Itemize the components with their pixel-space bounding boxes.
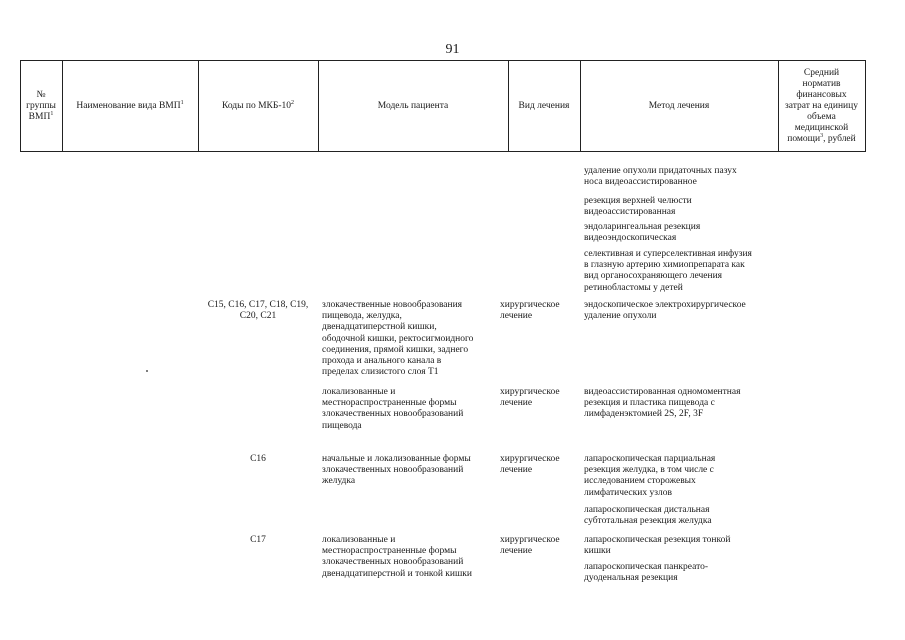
treatment-type: хирургическое лечение xyxy=(500,535,560,557)
icd-codes: С17 xyxy=(250,535,266,545)
page-number: 91 xyxy=(445,42,460,57)
table-border-right xyxy=(865,61,866,151)
treatment-type: хирургическое лечение xyxy=(500,300,560,322)
patient-model: начальные и локализованные формы злокачественных новообразований желудка xyxy=(322,454,471,487)
patient-model: злокачественные новообразования пищевода, желудка, двенадцатиперстной кишки, ободочной кишки, ректосигмоидного соединения, прямой кишки, заднего прохода и анального канала в пределах слизистого слоя Т1 xyxy=(322,300,474,378)
header-icd-codes: Коды по МКБ-$10^2$ xyxy=(221,99,295,111)
method-text: селективная и суперселективная инфузия в глазную артерию химиопрепарата как вид органосохраняющего лечения ретинобластомы у детей xyxy=(584,249,752,293)
method-text: резекция верхней челюсти видеоассистированная xyxy=(584,196,692,218)
treatment-type: хирургическое лечение xyxy=(500,454,560,476)
icd-codes: С16 xyxy=(250,454,266,464)
treatment-type: хирургическое лечение xyxy=(500,387,560,409)
method-text: лапароскопическая резекция тонкой кишки xyxy=(584,535,731,557)
header-treatment-type: Вид лечения xyxy=(518,100,570,111)
header-patient-model: Модель пациента xyxy=(377,100,449,111)
method-text: видеоассистированная одномоментная резекция и пластика пищевода с лимфаденэктомией 2S, 2F, 3F xyxy=(584,387,741,420)
header-treatment-method: Метод лечения xyxy=(648,100,710,111)
method-text: эндоларингеальная резекция видеоэндоскопическая xyxy=(584,222,701,244)
stray-mark xyxy=(146,370,148,372)
method-text: лапароскопическая панкреато- дуоденальная резекция xyxy=(584,562,709,584)
method-text: лапароскопическая парциальная резекция желудка, в том числе с исследованием сторожевых лимфатических узлов xyxy=(584,454,716,498)
patient-model: локализованные и местнораспространенные формы злокачественных новообразований пищевода xyxy=(322,387,464,431)
header-vmp-name: Наименование вида ВМП$^1$ xyxy=(76,99,184,111)
method-text: эндоскопическое электрохирургическое удаление опухоли xyxy=(584,300,746,322)
icd-codes: С15, С16, С17, С18, С19, С20, С21 xyxy=(207,300,309,322)
method-text: удаление опухоли придаточных пазух носа видеоассистированное xyxy=(584,166,737,188)
header-cost-standard: Средний норматив финансовых затрат на единицу объема медицинской помощи$^3$, рублей xyxy=(785,67,858,144)
method-text: лапароскопическая дистальная субтотальная резекция желудка xyxy=(584,505,712,527)
table-header xyxy=(20,60,866,152)
patient-model: локализованные и местнораспространенные формы злокачественных новообразований двенадцатиперстной и тонкой кишки xyxy=(322,535,472,579)
header-group-number: № группы ВМП$^1$ xyxy=(26,89,56,122)
